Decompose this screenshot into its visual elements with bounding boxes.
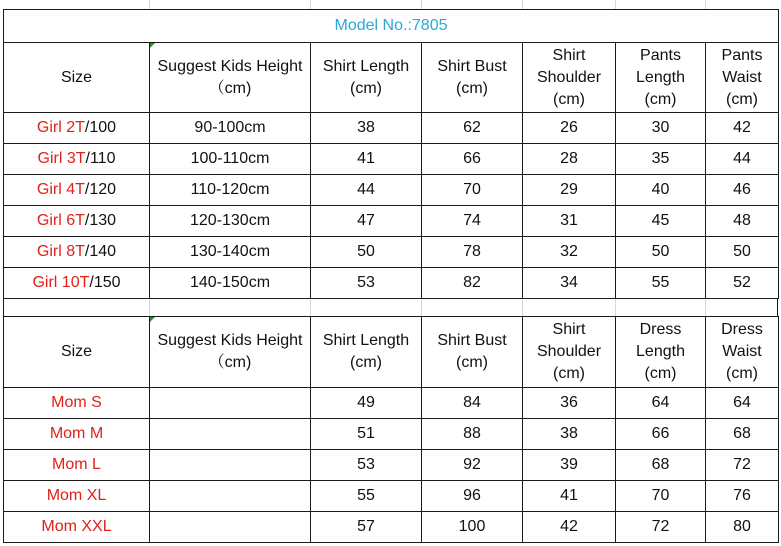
shirt-bust-cell: 88 bbox=[422, 419, 523, 450]
dress-length-cell: 72 bbox=[616, 512, 706, 543]
shoulder-cell: 26 bbox=[523, 113, 616, 144]
shirt-bust-cell: 92 bbox=[422, 450, 523, 481]
size-cell: Girl 4T/120 bbox=[4, 175, 150, 206]
table-row bbox=[4, 388, 779, 419]
table-row bbox=[4, 113, 779, 144]
header-shirt-shoulder: Shirt Shoulder (cm) bbox=[523, 43, 616, 113]
table-row bbox=[4, 268, 779, 299]
pants-waist-cell: 44 bbox=[706, 144, 779, 175]
shirt-bust-cell: 100 bbox=[422, 512, 523, 543]
table-row bbox=[4, 175, 779, 206]
size-cell: Mom S bbox=[4, 388, 150, 419]
shirt-length-cell: 53 bbox=[311, 450, 422, 481]
size-cell: Girl 10T/150 bbox=[4, 268, 150, 299]
header-suggest-height: Suggest Kids Height （cm) bbox=[150, 317, 311, 388]
height-cell bbox=[150, 388, 311, 419]
height-cell bbox=[150, 481, 311, 512]
header-shirt-length: Shirt Length (cm) bbox=[311, 43, 422, 113]
dress-length-cell: 70 bbox=[616, 481, 706, 512]
size-cell: Mom M bbox=[4, 419, 150, 450]
table-row bbox=[4, 450, 779, 481]
header-dress-waist: Dress Waist (cm) bbox=[706, 317, 779, 388]
shirt-bust-cell: 74 bbox=[422, 206, 523, 237]
header-size: Size bbox=[4, 43, 150, 113]
shoulder-cell: 28 bbox=[523, 144, 616, 175]
size-cell: Girl 3T/110 bbox=[4, 144, 150, 175]
header-dress-length: Dress Length (cm) bbox=[616, 317, 706, 388]
pants-waist-cell: 48 bbox=[706, 206, 779, 237]
pants-waist-cell: 42 bbox=[706, 113, 779, 144]
shoulder-cell: 39 bbox=[523, 450, 616, 481]
dress-length-cell: 68 bbox=[616, 450, 706, 481]
size-cell: Girl 2T/100 bbox=[4, 113, 150, 144]
dress-waist-cell: 76 bbox=[706, 481, 779, 512]
shoulder-cell: 32 bbox=[523, 237, 616, 268]
size-cell: Girl 6T/130 bbox=[4, 206, 150, 237]
header-size: Size bbox=[4, 317, 150, 388]
model-number: 7805 bbox=[411, 17, 448, 34]
dress-waist-cell: 80 bbox=[706, 512, 779, 543]
size-cell: Mom XL bbox=[4, 481, 150, 512]
height-cell: 140-150cm bbox=[150, 268, 311, 299]
shirt-length-cell: 49 bbox=[311, 388, 422, 419]
pants-length-cell: 40 bbox=[616, 175, 706, 206]
height-cell bbox=[150, 419, 311, 450]
size-cell: Mom XXL bbox=[4, 512, 150, 543]
shirt-length-cell: 53 bbox=[311, 268, 422, 299]
kids-header-row bbox=[4, 43, 779, 113]
dress-waist-cell: 72 bbox=[706, 450, 779, 481]
height-cell bbox=[150, 512, 311, 543]
size-cell: Mom L bbox=[4, 450, 150, 481]
pants-length-cell: 45 bbox=[616, 206, 706, 237]
header-shirt-bust: Shirt Bust (cm) bbox=[422, 317, 523, 388]
dress-length-cell: 64 bbox=[616, 388, 706, 419]
dress-waist-cell: 68 bbox=[706, 419, 779, 450]
kids-size-table bbox=[3, 42, 779, 299]
model-number-title bbox=[4, 10, 779, 43]
mom-size-table bbox=[3, 316, 779, 543]
size-chart-sheet bbox=[3, 0, 778, 546]
shirt-length-cell: 57 bbox=[311, 512, 422, 543]
height-cell: 120-130cm bbox=[150, 206, 311, 237]
shirt-bust-cell: 62 bbox=[422, 113, 523, 144]
pants-length-cell: 30 bbox=[616, 113, 706, 144]
shoulder-cell: 29 bbox=[523, 175, 616, 206]
shirt-bust-cell: 66 bbox=[422, 144, 523, 175]
shirt-length-cell: 55 bbox=[311, 481, 422, 512]
height-cell: 100-110cm bbox=[150, 144, 311, 175]
table-row bbox=[4, 481, 779, 512]
shirt-bust-cell: 70 bbox=[422, 175, 523, 206]
dress-waist-cell: 64 bbox=[706, 388, 779, 419]
header-pants-waist: Pants Waist (cm) bbox=[706, 43, 779, 113]
mom-header-row bbox=[4, 317, 779, 388]
model-title-table bbox=[3, 9, 779, 43]
sheet-top-gridlines bbox=[3, 0, 778, 9]
size-cell: Girl 8T/140 bbox=[4, 237, 150, 268]
table-row bbox=[4, 237, 779, 268]
pants-length-cell: 35 bbox=[616, 144, 706, 175]
header-suggest-height: Suggest Kids Height （cm) bbox=[150, 43, 311, 113]
pants-length-cell: 55 bbox=[616, 268, 706, 299]
shoulder-cell: 41 bbox=[523, 481, 616, 512]
header-shirt-length: Shirt Length (cm) bbox=[311, 317, 422, 388]
pants-waist-cell: 52 bbox=[706, 268, 779, 299]
pants-waist-cell: 50 bbox=[706, 237, 779, 268]
height-cell: 130-140cm bbox=[150, 237, 311, 268]
shirt-length-cell: 47 bbox=[311, 206, 422, 237]
shoulder-cell: 38 bbox=[523, 419, 616, 450]
table-row bbox=[4, 419, 779, 450]
shirt-bust-cell: 78 bbox=[422, 237, 523, 268]
shoulder-cell: 42 bbox=[523, 512, 616, 543]
height-cell: 90-100cm bbox=[150, 113, 311, 144]
height-cell: 110-120cm bbox=[150, 175, 311, 206]
pants-waist-cell: 46 bbox=[706, 175, 779, 206]
dress-length-cell: 66 bbox=[616, 419, 706, 450]
header-shirt-bust: Shirt Bust (cm) bbox=[422, 43, 523, 113]
shirt-length-cell: 51 bbox=[311, 419, 422, 450]
table-spacer bbox=[3, 299, 778, 316]
shoulder-cell: 31 bbox=[523, 206, 616, 237]
header-shirt-shoulder: Shirt Shoulder (cm) bbox=[523, 317, 616, 388]
shirt-length-cell: 44 bbox=[311, 175, 422, 206]
shoulder-cell: 34 bbox=[523, 268, 616, 299]
shirt-bust-cell: 96 bbox=[422, 481, 523, 512]
shoulder-cell: 36 bbox=[523, 388, 616, 419]
pants-length-cell: 50 bbox=[616, 237, 706, 268]
model-label: Model No.: bbox=[334, 17, 412, 34]
table-row bbox=[4, 512, 779, 543]
table-row bbox=[4, 144, 779, 175]
shirt-length-cell: 50 bbox=[311, 237, 422, 268]
shirt-bust-cell: 82 bbox=[422, 268, 523, 299]
shirt-bust-cell: 84 bbox=[422, 388, 523, 419]
table-row bbox=[4, 206, 779, 237]
height-cell bbox=[150, 450, 311, 481]
header-pants-length: Pants Length (cm) bbox=[616, 43, 706, 113]
shirt-length-cell: 38 bbox=[311, 113, 422, 144]
shirt-length-cell: 41 bbox=[311, 144, 422, 175]
